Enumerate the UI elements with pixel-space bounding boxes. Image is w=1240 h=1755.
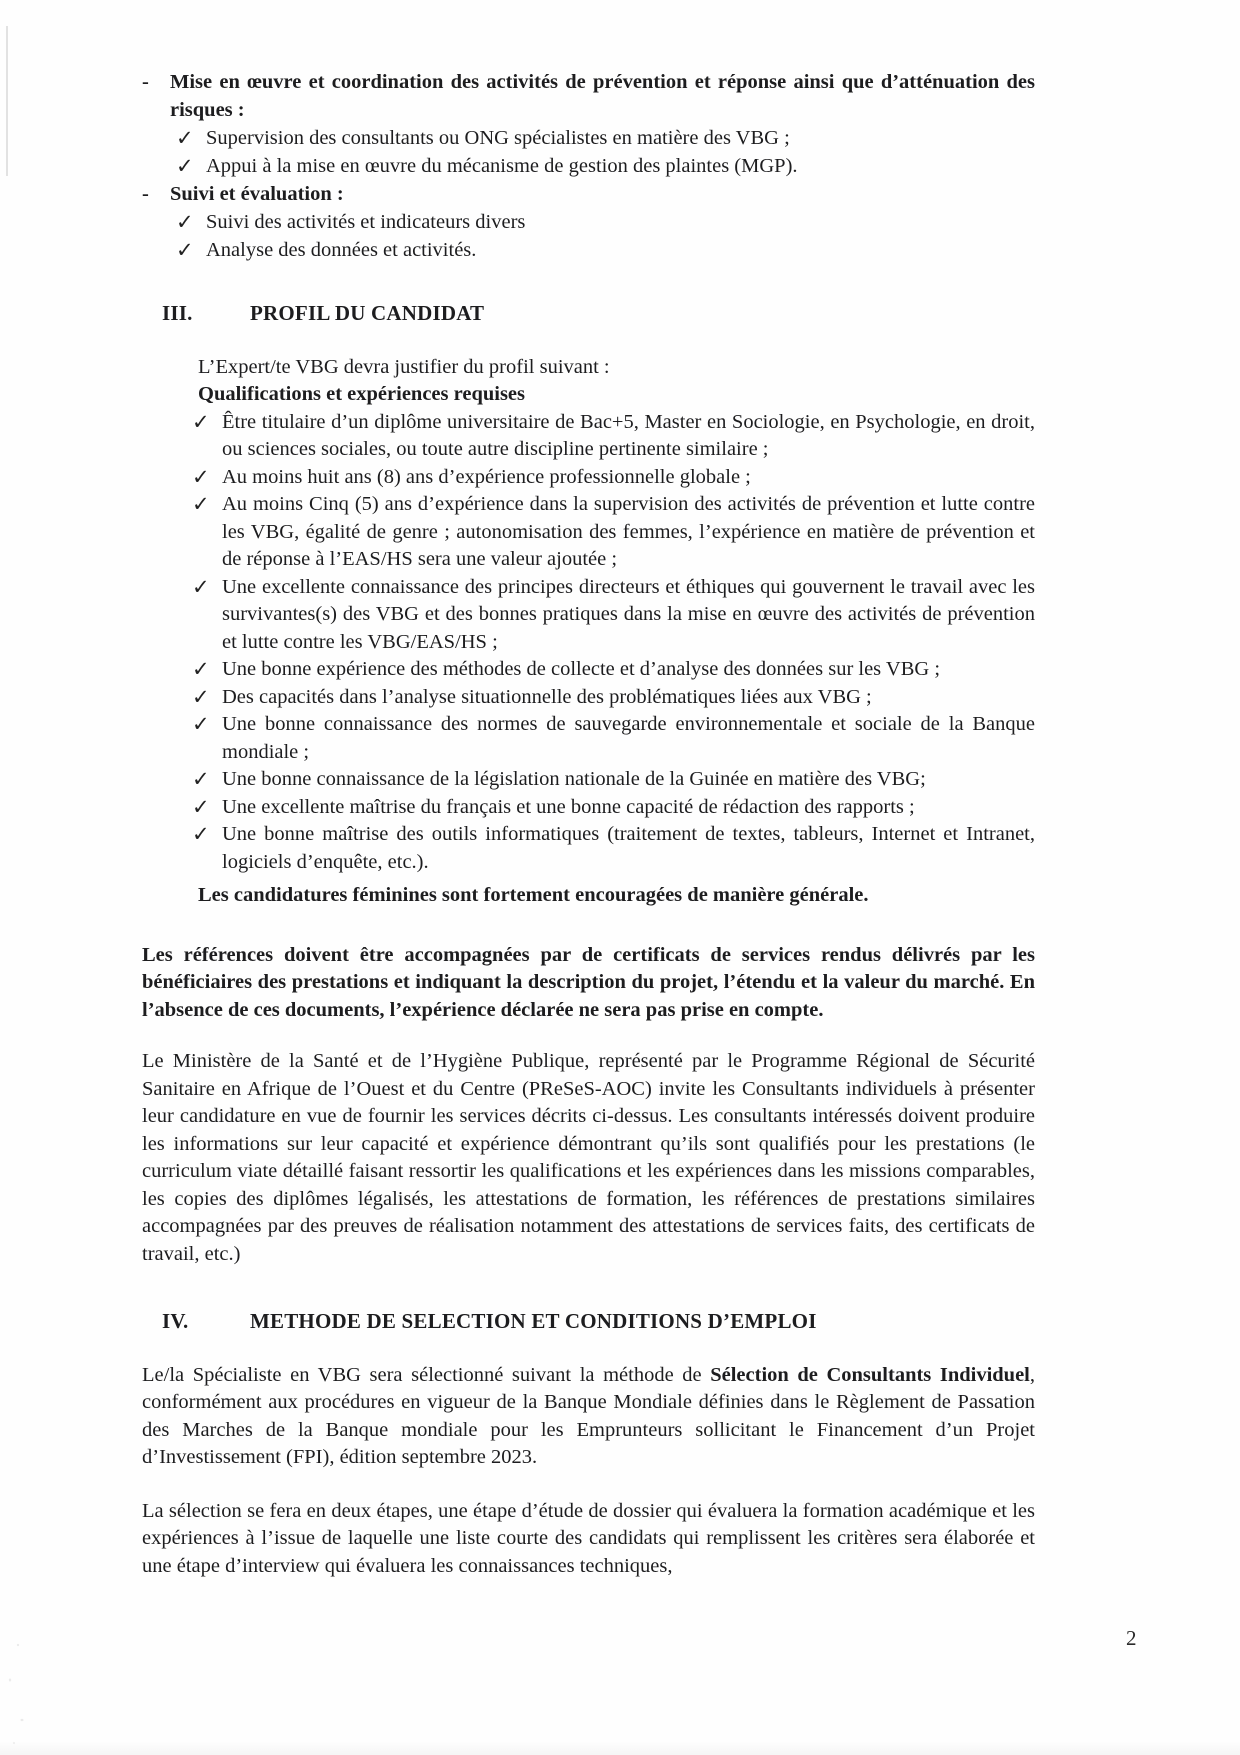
section-title: METHODE DE SELECTION ET CONDITIONS D’EMPLOI <box>250 1309 817 1333</box>
list-item <box>192 684 1035 712</box>
selection-steps-paragraph: La sélection se fera en deux étapes, une étape d’étude de dossier qui évaluera la formation académique et les expériences à l’issue de laquelle une liste courte des candidats qui remplissent les critères sera élaborée et une étape d’interview qui évaluera les connaissances techniques, <box>142 1499 1035 1577</box>
list-item-body <box>170 180 1035 264</box>
list-item <box>192 821 1035 876</box>
section-title: PROFIL DU CANDIDAT <box>250 301 485 325</box>
responsibilities-list <box>142 68 1035 264</box>
list-item-label: Suivi et évaluation : <box>170 183 344 205</box>
female-candidates-note: Les candidatures féminines sont fortement encouragées de manière générale. <box>198 884 869 906</box>
scan-edge-artifact <box>6 26 8 176</box>
page-number: 2 <box>1126 1626 1137 1650</box>
list-item <box>192 491 1035 574</box>
requirement-text: Une excellente connaissance des principes directeurs et éthiques qui gouvernent le travail avec les survivantes(s) des VBG et des bonnes pratiques dans la mise en œuvre des activités de prévention et lutte contre les VBG/EAS/HS ; <box>222 575 1035 653</box>
list-item-label: Mise en œuvre et coordination des activités de prévention et réponse ainsi que d’atténuation des risques : <box>170 71 1035 121</box>
section-heading-profil <box>162 300 1035 328</box>
selection-method-paragraph <box>142 1362 1035 1472</box>
requirement-text: Au moins huit ans (8) ans d’expérience professionnelle globale ; <box>222 465 751 488</box>
checkmark-icon: ✓ <box>192 409 210 434</box>
checkmark-icon: ✓ <box>192 712 210 736</box>
requirement-text: Être titulaire d’un diplôme universitaire de Bac+5, Master en Sociologie, en Psychologie, en droit, ou sciences sociales, ou toute autre discipline pertinente similaire ; <box>222 410 1035 460</box>
requirement-text: Une bonne maîtrise des outils informatiques (traitement de textes, tableurs, Internet et Intranet, logiciels d’enquête, etc.). <box>222 823 1035 873</box>
scan-speckle-artifact <box>0 1625 60 1755</box>
document-content <box>142 68 1035 1580</box>
section3-intro: L’Expert/te VBG devra justifier du profil suivant : <box>198 355 610 378</box>
list-item <box>192 711 1035 766</box>
requirement-text: Une bonne connaissance de la législation nationale de la Guinée en matière des VBG; <box>222 768 926 790</box>
list-item <box>192 794 1035 822</box>
list-item <box>192 656 1035 684</box>
requirement-text: Une bonne connaissance des normes de sauvegarde environnementale et sociale de la Banque mondiale ; <box>222 713 1035 763</box>
list-item <box>192 574 1035 657</box>
checkmark-icon: ✓ <box>192 822 210 846</box>
list-item <box>176 236 1035 264</box>
list-item-text: Suivi des activités et indicateurs divers <box>206 211 526 233</box>
list-item <box>142 68 1035 180</box>
list-item <box>176 124 1035 152</box>
dash-bullet-icon: - <box>142 183 149 205</box>
list-item-body <box>170 68 1035 180</box>
requirement-text: Une bonne expérience des méthodes de collecte et d’analyse des données sur les VBG ; <box>222 658 941 680</box>
list-item-text: Supervision des consultants ou ONG spécialistes en matière des VBG ; <box>206 127 790 149</box>
section-number: III. <box>162 301 193 325</box>
list-item <box>142 180 1035 264</box>
checkmark-icon: ✓ <box>192 657 210 681</box>
checkmark-icon: ✓ <box>192 574 210 599</box>
ministere-paragraph: Le Ministère de la Santé et de l’Hygiène Publique, représenté par le Programme Régional de Sécurité Sanitaire en Afrique de l’Ouest et du Centre (PReSeS-AOC) invite les Consultants individuels à présenter leur candidature en vue de fournir les services décrits ci-dessus. Les consultants intéressés doivent produire les informations sur leur capacité et expérience démontrant qu’ils sont qualifiés pour les prestations (le curriculum viate détaillé faisant ressortir les qualifications et les expériences dans les missions comparables, les copies des diplômes légalisés, les attestations de formation, les références de prestations similaires accompagnées par des preuves de réalisation notamment des attestations de services faits, des certificats de travail, etc.) <box>142 1050 1035 1265</box>
checkmark-icon: ✓ <box>176 154 194 178</box>
list-item <box>192 409 1035 464</box>
list-item <box>192 464 1035 492</box>
list-item <box>176 208 1035 236</box>
requirement-text: Une excellente maîtrise du français et une bonne capacité de rédaction des rapports ; <box>222 795 915 818</box>
dash-bullet-icon: - <box>142 71 149 93</box>
requirement-text: Au moins Cinq (5) ans d’expérience dans la supervision des activités de prévention et lutte contre les VBG, égalité de genre ; autonomisation des femmes, l’expérience en matière de prévention et de réponse à l’EAS/HS sera une valeur ajoutée ; <box>222 493 1035 570</box>
sub-list <box>176 208 1035 264</box>
checkmark-icon: ✓ <box>192 794 210 819</box>
paragraph-text: , conformément aux procédures en vigueur de la Banque Mondiale définies dans le Règlement de Passation des Marches de la Banque mondiale pour les Emprunteurs sollicitant le Financement d’un Projet d’Investissement (FPI), édition septembre 2023. <box>142 1363 1036 1468</box>
requirement-text: Des capacités dans l’analyse situationnelle des problématiques liées aux VBG ; <box>222 685 872 708</box>
section-heading-methode <box>162 1308 1035 1336</box>
checkmark-icon: ✓ <box>192 684 210 709</box>
requirements-list <box>192 409 1035 877</box>
section3-subheading: Qualifications et expériences requises <box>198 383 526 405</box>
list-item <box>192 766 1035 794</box>
section-number: IV. <box>162 1309 189 1333</box>
checkmark-icon: ✓ <box>192 767 210 791</box>
list-item-text: Appui à la mise en œuvre du mécanisme de gestion des plaintes (MGP). <box>206 155 798 177</box>
list-item <box>176 152 1035 180</box>
checkmark-icon: ✓ <box>192 492 210 516</box>
scan-shadow-artifact <box>0 1741 1240 1755</box>
list-item-text: Analyse des données et activités. <box>206 239 477 261</box>
references-paragraph: Les références doivent être accompagnées par de certificats de services rendus délivrés par les bénéficiaires des prestations et indiquant la description du projet, l’étendu et la valeur du marché. En l’absence de ces documents, l’expérience déclarée ne sera pas prise en compte. <box>142 943 1035 1021</box>
sub-list <box>176 124 1035 180</box>
checkmark-icon: ✓ <box>176 238 194 262</box>
checkmark-icon: ✓ <box>176 210 194 234</box>
checkmark-icon: ✓ <box>176 126 194 150</box>
checkmark-icon: ✓ <box>192 464 210 489</box>
paragraph-text: Le/la Spécialiste en VBG sera sélectionné suivant la méthode de <box>142 1363 711 1386</box>
paragraph-bold-text: Sélection de Consultants Individuel <box>710 1363 1030 1386</box>
